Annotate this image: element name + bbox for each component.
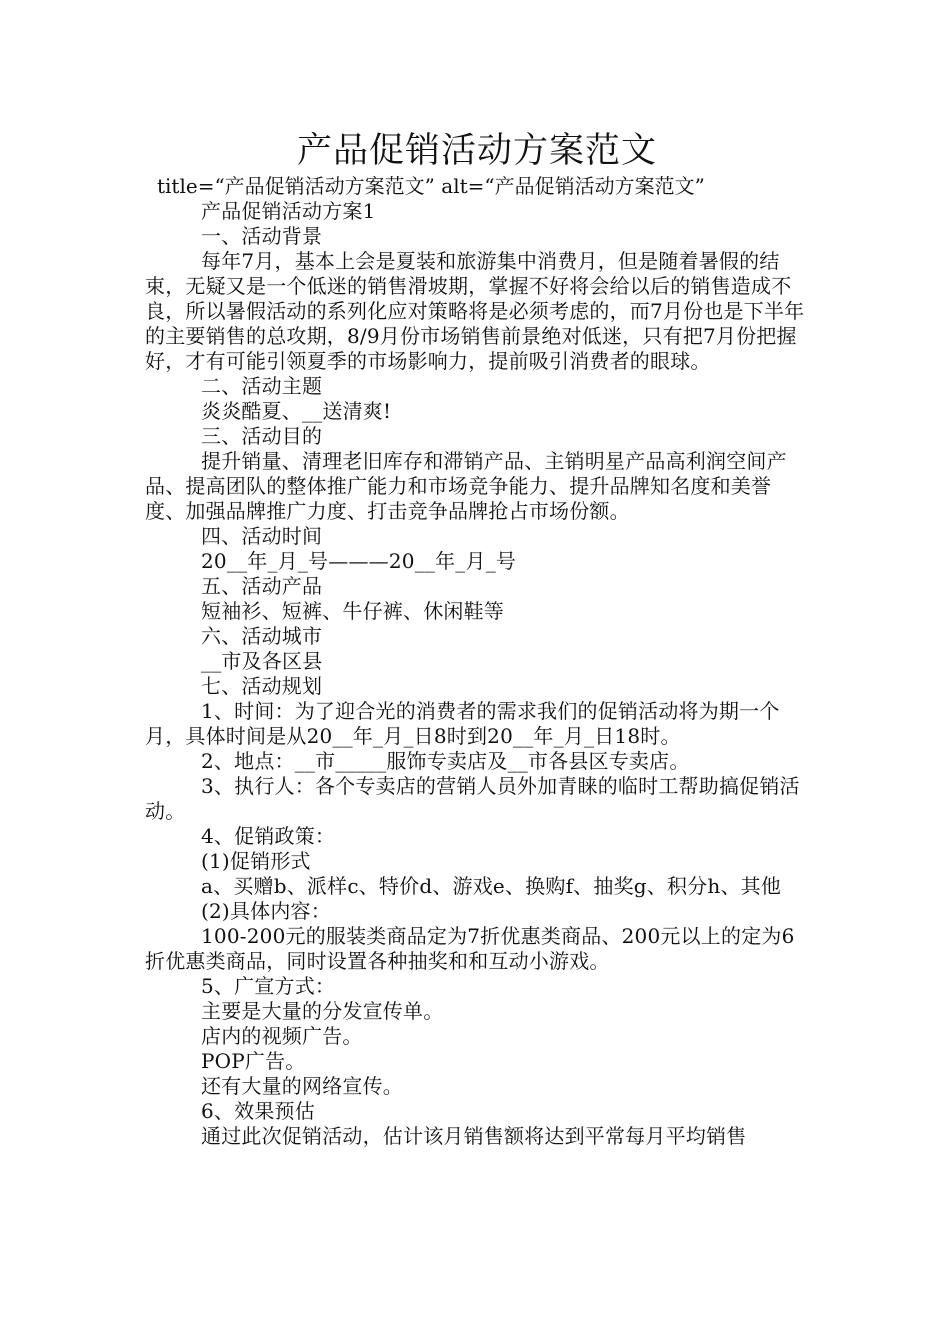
paragraph: 每年7月，基本上会是夏装和旅游集中消费月，但是随着暑假的结束，无疑又是一个低迷的销售滑坡期，掌握不好将会给以后的销售造成不良，所以暑假活动的系列化应对策略将是必须考虑的，而7月份也是下半年的主要销售的总攻期，8/9月份市场销售前景绝对低迷，只有把7月份把握好，才有可能引领夏季的市场影响力，提前吸引消费者的眼球。 <box>145 249 805 373</box>
paragraph: __市及各区县 <box>201 649 323 673</box>
paragraph: 短袖衫、短裤、牛仔裤、休闲鞋等 <box>201 599 504 623</box>
document-title: 产品促销活动方案范文 <box>296 131 657 171</box>
paragraph: 炎炎酷夏、__送清爽! <box>201 399 392 423</box>
section-heading: 4、促销政策： <box>201 824 336 848</box>
paragraph: 提升销量、清理老旧库存和滞销产品、主销明星产品高利润空间产品、提高团队的整体推广能力和市场竞争能力、提升品牌知名度和美誉度、加强品牌推广力度、打击竞争品牌抢占市场份额。 <box>145 449 787 523</box>
section-heading: 七、活动规划 <box>201 674 323 698</box>
paragraph: 还有大量的网络宣传。 <box>201 1074 403 1098</box>
section-heading: 一、活动背景 <box>201 224 323 248</box>
paragraph: POP广告。 <box>201 1049 306 1073</box>
paragraph: (2)具体内容： <box>201 899 331 923</box>
paragraph: 100-200元的服装类商品定为7折优惠类商品、200元以上的定为6折优惠类商品，同时设置各种抽奖和和互动小游戏。 <box>145 924 795 973</box>
section-heading: 6、效果预估 <box>201 1099 315 1123</box>
paragraph: (1)促销形式 <box>201 849 311 873</box>
section-heading: 5、广宣方式： <box>201 974 336 998</box>
paragraph: 2、地点：__市_____服饰专卖店及__市各县区专卖店。 <box>201 749 690 773</box>
paragraph: 1、时间：为了迎合光的消费者的需求我们的促销活动将为期一个月，具体时间是从20__年_月_日8时到20__年_月_日18时。 <box>145 699 780 748</box>
meta-line: title=“产品促销活动方案范文” alt=“产品促销活动方案范文” <box>157 174 705 198</box>
paragraph: 产品促销活动方案1 <box>201 199 376 223</box>
section-heading: 三、活动目的 <box>201 424 323 448</box>
section-heading: 五、活动产品 <box>201 574 323 598</box>
section-heading: 六、活动城市 <box>201 624 323 648</box>
section-heading: 二、活动主题 <box>201 374 323 398</box>
paragraph: 通过此次促销活动，估计该月销售额将达到平常每月平均销售 <box>201 1124 747 1148</box>
section-heading: 四、活动时间 <box>201 524 323 548</box>
document-page <box>145 128 809 1149</box>
paragraph: 主要是大量的分发宣传单。 <box>201 999 444 1023</box>
paragraph: a、买赠b、派样c、特价d、游戏e、换购f、抽奖g、积分h、其他 <box>201 874 782 898</box>
paragraph: 3、执行人：各个专卖店的营销人员外加青睐的临时工帮助搞促销活动。 <box>145 774 800 823</box>
paragraph: 店内的视频广告。 <box>201 1024 363 1048</box>
paragraph: 20__年_月_号———20__年_月_号 <box>201 549 517 573</box>
